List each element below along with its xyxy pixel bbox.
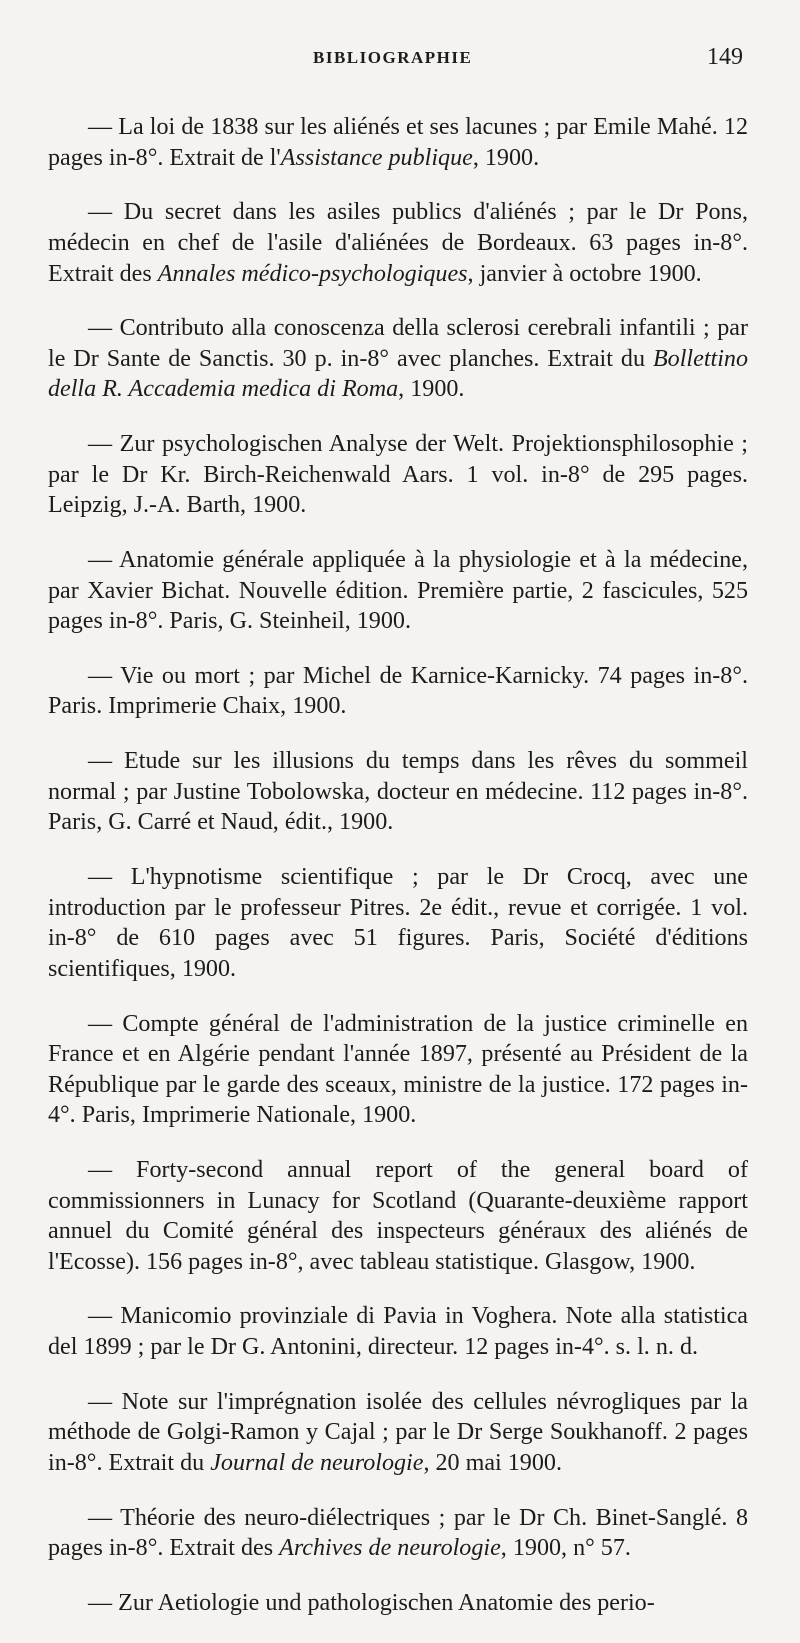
running-title: BIBLIOGRAPHIE — [313, 48, 473, 67]
bibliography-entry: — Forty-second annual report of the general board of commissionners in Lunacy for Scotland (Quarante-deuxième rapport annuel du Comité général des inspecteurs généraux des aliénés de l'Ecosse). 156 pages in-8°, avec tableau statistique. Glasgow, 1900. — [48, 1156, 748, 1275]
page-header — [48, 44, 743, 78]
bibliography-entry: — Compte général de l'administration de la justice criminelle en France et en Algérie pendant l'année 1897, présenté au Président de la République par le garde des sceaux, ministre de la justice. 172 pages in-4°. Paris, Imprimerie Nationale, 1900. — [48, 1010, 748, 1129]
bibliography-entry: — Du secret dans les asiles publics d'aliénés ; par le Dr Pons, médecin en chef de l'asile d'aliénées de Bordeaux. 63 pages in-8°. Extrait des Annales médico-psychologiques, janvier à octobre 1900. — [48, 199, 748, 287]
publication-title: Annales médico-psychologiques — [157, 260, 468, 287]
bibliography-entry: — La loi de 1838 sur les aliénés et ses lacunes ; par Emile Mahé. 12 pages in-8°. Extrait de l'Assistance publique, 1900. — [48, 114, 748, 171]
bibliography-entry: — L'hypnotisme scientifique ; par le Dr Crocq, avec une introduction par le professeur Pitres. 2e édit., revue et corrigée. 1 vol. in-8° de 610 pages avec 51 figures. Paris, Société d'éditions scientifiques, 1900. — [48, 864, 748, 982]
bibliography-entry: — Zur psychologischen Analyse der Welt. Projektionsphilosophie ; par le Dr Kr. Birch-Reichenwald Aars. 1 vol. in-8° de 295 pages. Leipzig, J.-A. Barth, 1900. — [48, 431, 748, 519]
bibliography-entry: — Zur Aetiologie und pathologischen Anatomie des perio- — [88, 1589, 655, 1616]
page-number: 149 — [707, 44, 743, 70]
bibliography-entry: — Théorie des neuro-diélectriques ; par le Dr Ch. Binet-Sanglé. 8 pages in-8°. Extrait des Archives de neurologie, 1900, n° 57. — [48, 1504, 748, 1562]
publication-title: Journal de neurologie — [210, 1449, 424, 1476]
bibliography-entry: — Etude sur les illusions du temps dans les rêves du sommeil normal ; par Justine Tobolowska, docteur en médecine. 112 pages in-8°. Paris, G. Carré et Naud, édit., 1900. — [48, 748, 748, 836]
bibliography-entry: — Anatomie générale appliquée à la physiologie et à la médecine, par Xavier Bichat. Nouvelle édition. Première partie, 2 fascicules, 525 pages in-8°. Paris, G. Steinheil, 1900. — [48, 547, 748, 635]
bibliography-entry: — Vie ou mort ; par Michel de Karnice-Karnicky. 74 pages in-8°. Paris. Imprimerie Chaix, 1900. — [48, 662, 748, 720]
bibliography-entry: — Note sur l'imprégnation isolée des cellules névrogliques par la méthode de Golgi-Ramon y Cajal ; par le Dr Serge Soukhanoff. 2 pages in-8°. Extrait du Journal de neurologie, 20 mai 1900. — [48, 1388, 748, 1476]
bibliography-list — [48, 88, 748, 1643]
publication-title: Archives de neurologie — [279, 1535, 501, 1562]
bibliography-entry: — Manicomio provinziale di Pavia in Voghera. Note alla statistica del 1899 ; par le Dr G. Antonini, directeur. 12 pages in-4°. s. l. n. d. — [48, 1303, 748, 1361]
publication-title: Bollettino della R. Accademia medica di Roma — [48, 345, 748, 403]
publication-title: Assistance publique — [280, 144, 473, 171]
bibliography-entry: — Contributo alla conoscenza della sclerosi cerebrali infantili ; par le Dr Sante de Sanctis. 30 p. in-8° avec planches. Extrait du Bollettino della R. Accademia medica di Roma, 1900. — [48, 315, 748, 403]
